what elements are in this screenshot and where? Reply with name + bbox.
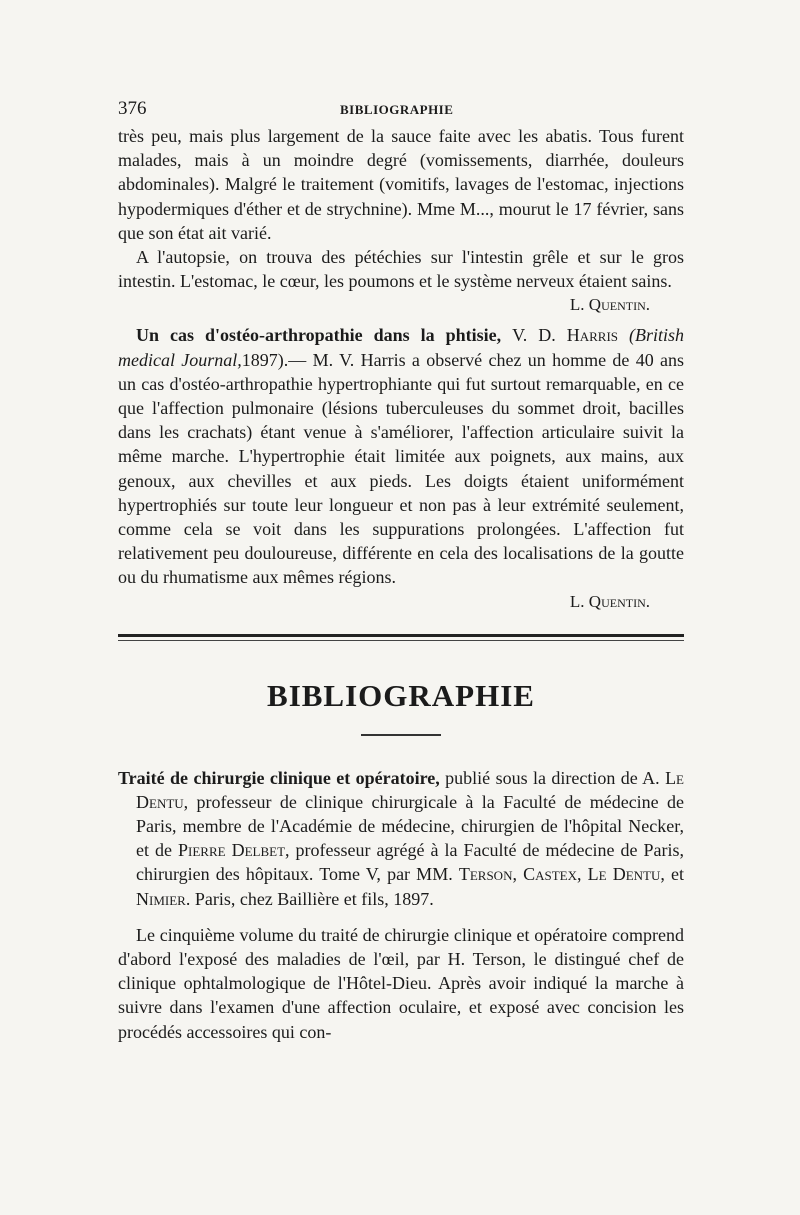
continuation-paragraph: très peu, mais plus largement de la sauce faite avec les abatis. Tous furent malades, mais à un moindre degré (vomissements, diarrhée, douleurs abdominales). Malgré le traitement (vomitifs, lavages de l'estomac, injections hypodermiques d'éther et de strychnine). Mme M..., mourut le 17 février, sans que son état ait varié. <box>118 126 684 243</box>
entry-text-2: , professeur de clinique chirurgicale à la Faculté de médecine de Paris, membre de l'Académie de médecine, chirurgien de l'hôpital Necker, et de <box>136 791 684 861</box>
bibliography-entry <box>118 766 684 911</box>
article-year: 1897). <box>241 349 289 370</box>
book-title: Traité de chirurgie clinique et opératoire, <box>118 767 440 788</box>
article-signature: L. Quentin. <box>569 591 650 611</box>
entry-text-3: , professeur agrégé à la Faculté de médecine de Paris, chirurgien des hôpitaux. Tome V, par MM. <box>136 840 684 885</box>
entry-author-1: Le Dentu <box>136 767 684 812</box>
page <box>118 98 684 1044</box>
section-divider <box>118 632 684 644</box>
title-rule <box>361 734 441 736</box>
entry-author-3: Terson, Castex, Le Dentu, <box>458 864 665 885</box>
divider-thin-line <box>118 640 684 641</box>
entry-author-4: Nimier. <box>136 888 191 909</box>
article-author: V. D. Harris <box>512 325 619 346</box>
article-paragraph <box>118 323 684 589</box>
article-journal: (British medical Journal, <box>118 325 685 370</box>
entry-text-5: Paris, chez Baillière et fils, 1897. <box>190 888 434 909</box>
page-number: 376 <box>118 98 147 119</box>
review-paragraph: Le cinquième volume du traité de chirurgie clinique et opératoire comprend d'abord l'exposé des maladies de l'œil, par H. Terson, le distingué chef de clinique ophtalmologique de l'Hôtel-Dieu. Après avoir indiqué la marche à suivre dans l'examen d'une affection oculaire, et exposé avec concision les procédés accessoires qui con- <box>118 924 684 1042</box>
article-body: — M. V. Harris a observé chez un homme de 40 ans un cas d'ostéo-arthropathie hypertrophiante qui fut surtout remarquable, en ce que l'affection pulmonaire (lésions tuberculeuses du sommet droit, bacilles dans les crachats) étant venue à s'améliorer, l'affection articulaire suivit la même marche. L'hypertrophie était limitée aux poignets, aux mains, aux genoux, aux chevilles et aux pieds. Les doigts étaient uniformément hypertrophiés sur toute leur longueur et non pas à leur extrémité seulement, comme cela se voit dans les suppurations prolongées. L'affection fut relativement peu douloureuse, différente en cela des localisations de la goutte ou du rhumatisme aux mêmes régions. <box>118 349 684 588</box>
autopsy-paragraph: A l'autopsie, on trouva des pétéchies sur l'intestin grêle et sur le gros intestin. L'estomac, le cœur, les poumons et le système nerveux étaient sains. <box>118 247 684 292</box>
signature: L. Quentin. <box>569 295 650 315</box>
running-head: BIBLIOGRAPHIE <box>340 102 454 117</box>
page-header <box>118 98 684 124</box>
entry-text-4: et <box>664 864 684 885</box>
section-title: BIBLIOGRAPHIE <box>267 677 535 713</box>
entry-author-2: Pierre Delbet <box>178 840 286 861</box>
article-title: Un cas d'ostéo-arthropathie dans la phtisie, <box>136 325 502 346</box>
divider-thick-line <box>118 634 684 637</box>
entry-text-1: publié sous la direction de A. <box>439 767 666 788</box>
